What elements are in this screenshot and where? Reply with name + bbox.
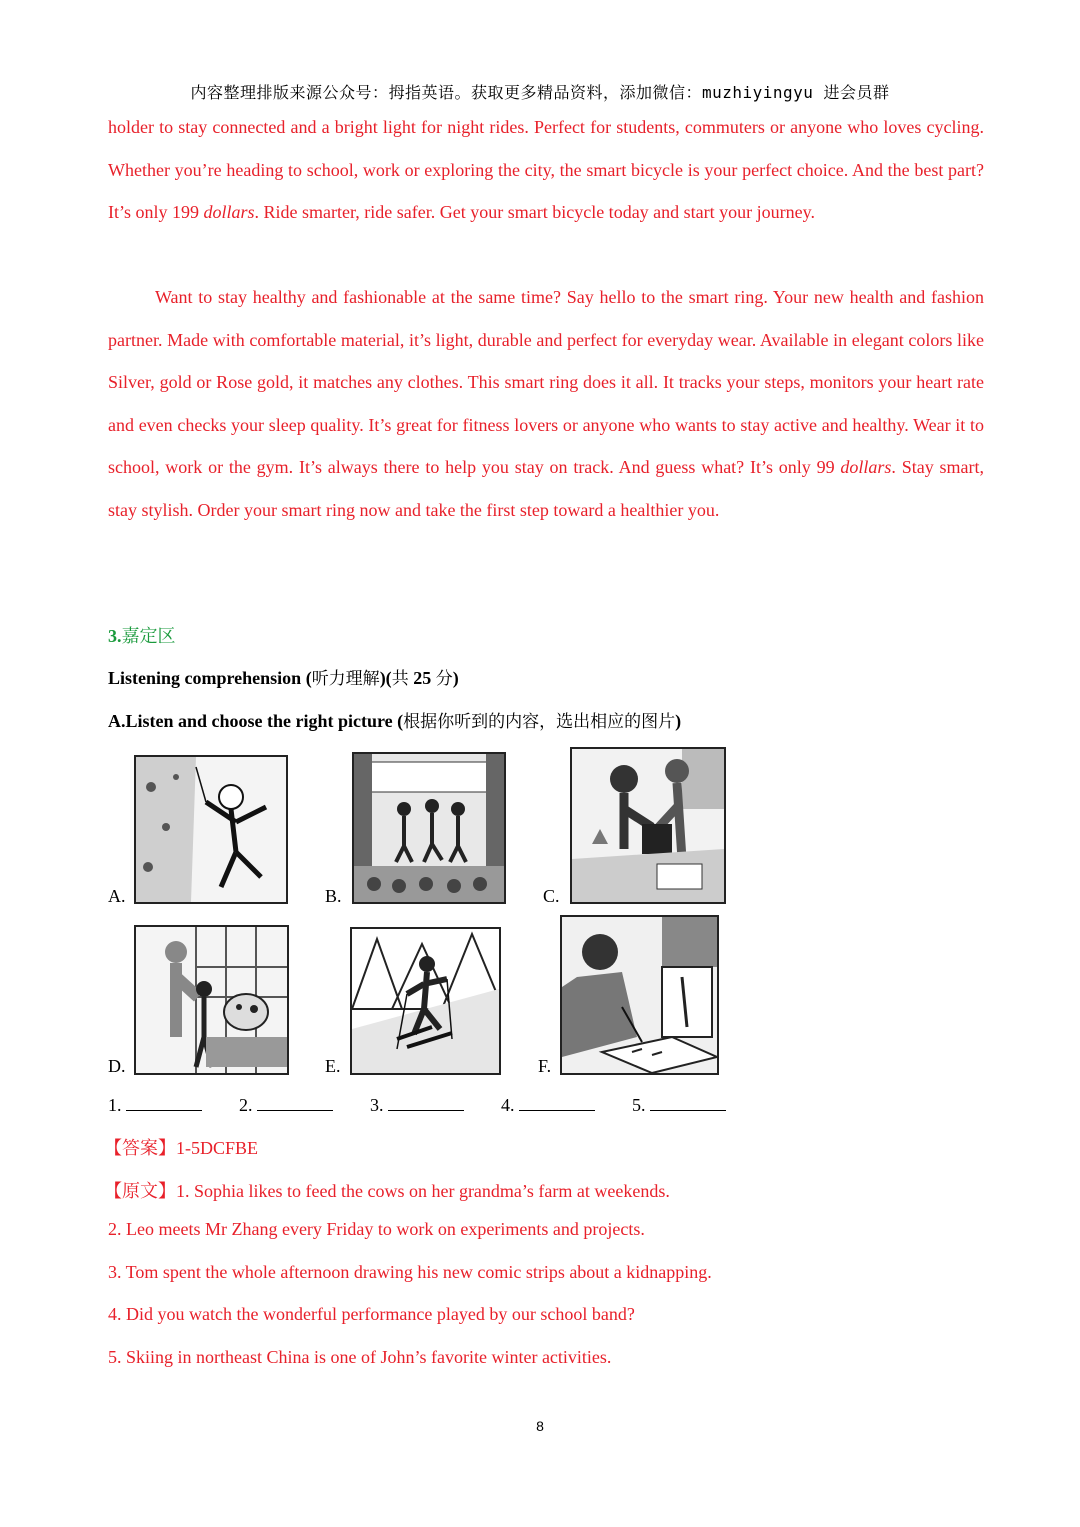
bicycle-ad-text-1: holder to stay connected and a bright light for night rides. Perfect for students, commuters or anyone who loves cycling. Whether you’re heading to school, work or exploring the city, the smart bicycle is your perfect choice. And the best part? It’s only 199 <box>108 117 984 222</box>
listening-title-cn2: 共 <box>391 669 409 689</box>
listening-title-end: ) <box>452 668 459 688</box>
blank-line <box>388 1092 464 1111</box>
script-line-3: 3. Tom spent the whole afternoon drawing his new comic strips about a kidnapping. <box>108 1262 712 1282</box>
feeding-cows-picture <box>134 925 289 1075</box>
bicycle-ad-unit: dollars <box>203 202 255 222</box>
blank-number: 2. <box>239 1095 253 1115</box>
script-line-4: 4. Did you watch the wonderful performance played by our school band? <box>108 1304 635 1324</box>
part-a-title: A.Listen and choose the right picture ( <box>108 711 404 731</box>
ring-ad-text-2: . Stay smart, stay stylish. Order your smart ring now and take the first step toward a healthier you. <box>108 457 984 520</box>
answer-blanks <box>108 1092 759 1116</box>
blank-line <box>650 1092 726 1111</box>
script-tag: 【原文】 <box>104 1181 176 1201</box>
blank-number: 1. <box>108 1095 122 1115</box>
answer-text: 1-5DCFBE <box>176 1138 259 1158</box>
section-title <box>108 622 176 648</box>
script-line-2: 2. Leo meets Mr Zhang every Friday to work on experiments and projects. <box>108 1219 645 1239</box>
drawing-comics-picture <box>560 915 719 1075</box>
page-header: 内容整理排版来源公众号：拇指英语。获取更多精品资料，添加微信：muzhiyingyu 进会员群 <box>190 83 890 102</box>
listening-title: Listening comprehension ( <box>108 668 312 688</box>
picture-b-label: B. <box>325 886 342 906</box>
answer-blank[interactable] <box>239 1092 333 1116</box>
blank-line <box>519 1092 595 1111</box>
answer-blank[interactable] <box>370 1092 464 1116</box>
section-district: 嘉定区 <box>121 626 176 646</box>
ring-ad-paragraph <box>108 276 984 531</box>
answer-blank[interactable] <box>501 1092 595 1116</box>
picture-d-label: D. <box>108 1056 126 1076</box>
blank-line <box>257 1092 333 1111</box>
part-a-title-cn: 根据你听到的内容，选出相应的图片 <box>403 712 676 732</box>
script-line-1 <box>104 1177 670 1203</box>
band-concert-picture <box>352 752 506 904</box>
skiing-picture <box>350 927 501 1075</box>
answer-tag: 【答案】 <box>104 1138 176 1158</box>
bicycle-ad-paragraph <box>108 106 984 234</box>
listening-heading <box>108 664 459 689</box>
picture-c-label: C. <box>543 886 560 906</box>
blank-line <box>126 1092 202 1111</box>
listening-score: 25 <box>408 668 436 688</box>
blank-number: 3. <box>370 1095 384 1115</box>
listening-title-cn: 听力理解 <box>311 669 380 689</box>
part-a-heading <box>108 707 681 732</box>
blank-number: 4. <box>501 1095 515 1115</box>
part-a-title-end: ) <box>675 711 682 731</box>
bicycle-ad-text-2: . Ride smarter, ride safer. Get your smart bicycle today and start your journey. <box>254 202 815 222</box>
picture-e-label: E. <box>325 1056 341 1076</box>
picture-a-label: A. <box>108 886 126 906</box>
script-line-5: 5. Skiing in northeast China is one of John’s favorite winter activities. <box>108 1347 612 1367</box>
ring-ad-unit: dollars <box>840 457 892 477</box>
page-number: 8 <box>536 1418 544 1434</box>
ring-ad-text-1: Want to stay healthy and fashionable at the same time? Say hello to the smart ring. Your new health and fashion partner. Made with comfortable material, it’s light, durable and perfect for everyday wear. Available in elegant colors like Silver, gold or Rose gold, it matches any clothes. This smart ring does it all. It tracks your steps, monitors your heart rate and even checks your sleep quality. It’s great for fitness lovers or anyone who wants to stay active and healthy. Wear it to school, work or the gym. It’s always there to help you stay on track. And guess what? It’s only 99 <box>108 287 984 477</box>
answer-line <box>104 1134 258 1160</box>
answer-blank[interactable] <box>632 1092 726 1116</box>
rock-climbing-picture <box>134 755 288 904</box>
picture-f-label: F. <box>538 1056 552 1076</box>
listening-title-cn3: 分 <box>435 669 453 689</box>
blank-number: 5. <box>632 1095 646 1115</box>
listening-title-mid: )( <box>379 668 392 688</box>
answer-blank[interactable] <box>108 1092 202 1116</box>
script-text: 1. Sophia likes to feed the cows on her grandma’s farm at weekends. <box>176 1181 670 1201</box>
science-project-picture <box>570 747 726 904</box>
section-number: 3. <box>108 626 122 646</box>
